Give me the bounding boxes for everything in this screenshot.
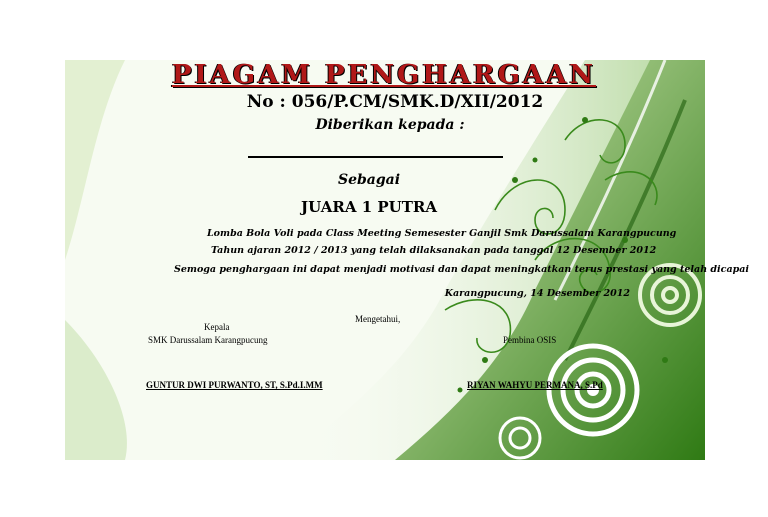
right-signer-name: RIYAN WAHYU PERMANA, S.Pd [467, 380, 603, 390]
left-signer-name: GUNTUR DWI PURWANTO, ST, S.Pd.I.MM [146, 380, 323, 390]
right-role: Pembina OSIS [503, 335, 557, 345]
given-to-label: Diberikan kepada : [315, 117, 465, 133]
left-role: Kepala [204, 322, 230, 332]
body-line-2: Tahun ajaran 2012 / 2013 yang telah dilaksanakan pada tanggal 12 Desember 2012 [211, 245, 657, 256]
recipient-name-line [248, 156, 503, 158]
acknowledged-label: Mengetahui, [355, 314, 401, 324]
body-line-1: Lomba Bola Voli pada Class Meeting Semesester Ganjil Smk Darussalam Karangpucung [207, 228, 677, 239]
certificate-title: PIAGAM PENGHARGAAN [171, 60, 597, 90]
place-date: Karangpucung, 14 Desember 2012 [444, 288, 630, 299]
award-title: JUARA 1 PUTRA [301, 198, 437, 216]
as-label: Sebagai [337, 172, 401, 188]
left-organization: SMK Darussalam Karangpucung [148, 335, 268, 345]
body-line-3: Semoga penghargaan ini dapat menjadi motivasi dan dapat meningkatkan terus prestasi yang telah dicapai [174, 264, 750, 275]
certificate-number: No : 056/P.CM/SMK.D/XII/2012 [246, 92, 544, 112]
